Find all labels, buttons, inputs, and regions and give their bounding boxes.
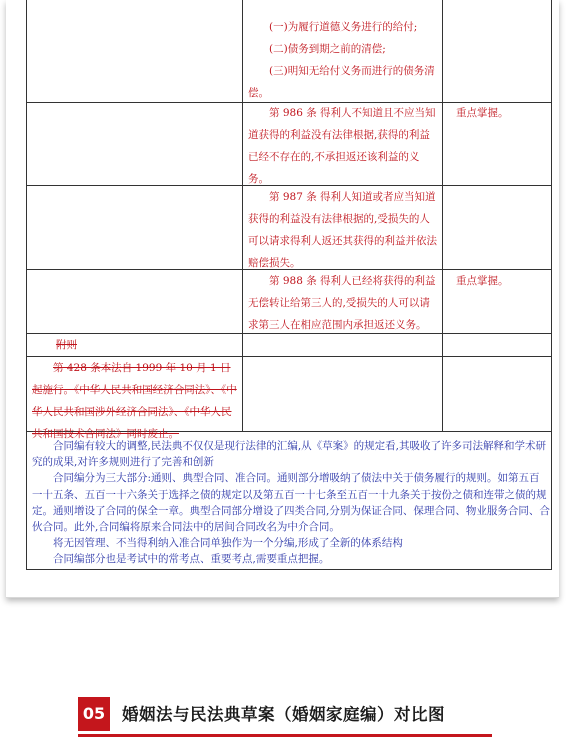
summary-border-left (26, 431, 27, 570)
key-point-note: 重点掌握。 (456, 275, 509, 287)
document-page (6, 0, 559, 598)
supplementary-provisions-heading: 附则 (56, 339, 77, 351)
article-986-text: 第 986 条 得利人不知道且不应当知道获得的利益没有法律根据,获得的利益已经不存在的,不承担返还该利益的义务。 (248, 107, 436, 185)
summary-paragraph: 合同编分为三大部分:通则、典型合同、准合同。通则部分增吸纳了债法中关于债务履行的规则。如第五百一十五条、五百一十六条关于选择之债的规定以及第五百一十七条至五百一十九条关于按份之债和连带之债的规定。通则增设了合同的保全一章。典型合同部分增设了四类合同,分别为保证合同、保理合同、物业服务合同、合伙合同。此外,合同编将原来合同法中的居间合同改名为中介合同。 (32, 472, 550, 534)
table-column-divider-1 (242, 0, 243, 431)
section-underline (78, 734, 492, 737)
item-line: (三)明知无给付义务而进行的债务清偿。 (248, 65, 435, 99)
summary-paragraph: 合同编部分也是考试中的常考点、重要考点,需要重点把握。 (53, 553, 330, 566)
item-line: (一)为履行道德义务进行的给付; (269, 21, 418, 33)
summary-paragraph: 合同编有较大的调整,民法典不仅仅是现行法律的汇编,从《草案》的规定看,其吸收了许多司法解释和学术研究的成果,对许多规则进行了完善和创新 (32, 440, 547, 469)
article-987-text: 第 987 条 得利人知道或者应当知道获得的利益没有法律根据的,受损失的人可以请求得利人返还其获得的利益并依法赔偿损失。 (248, 191, 437, 269)
table-border-right (551, 0, 552, 570)
article-985-items (248, 16, 438, 104)
contract-book-summary (32, 438, 550, 568)
table-border-left (26, 0, 27, 431)
section-title: 婚姻法与民法典草案（婚姻家庭编）对比图 (122, 705, 445, 724)
table-border-bottom (26, 569, 552, 570)
table-column-divider-2 (442, 0, 443, 431)
item-line: (二)债务到期之前的清偿; (269, 43, 386, 55)
section-number-badge: 05 (78, 697, 110, 731)
article-428-repealed-text: 第 428 条本法自 1999 年 10 月 1 日起施行。《中华人民共和国经济合同法》、《中华人民共和国涉外经济合同法》、《中华人民共和国技术合同法》同时废止。 (32, 362, 237, 440)
section-header (78, 697, 492, 737)
article-988-text: 第 988 条 得利人已经将获得的利益无偿转让给第三人的,受损失的人可以请求第三人在相应范围内承担返还义务。 (248, 275, 436, 331)
summary-paragraph: 将无因管理、不当得利纳入准合同单独作为一个分编,形成了全新的体系结构 (53, 537, 403, 550)
key-point-note: 重点掌握。 (456, 107, 509, 119)
